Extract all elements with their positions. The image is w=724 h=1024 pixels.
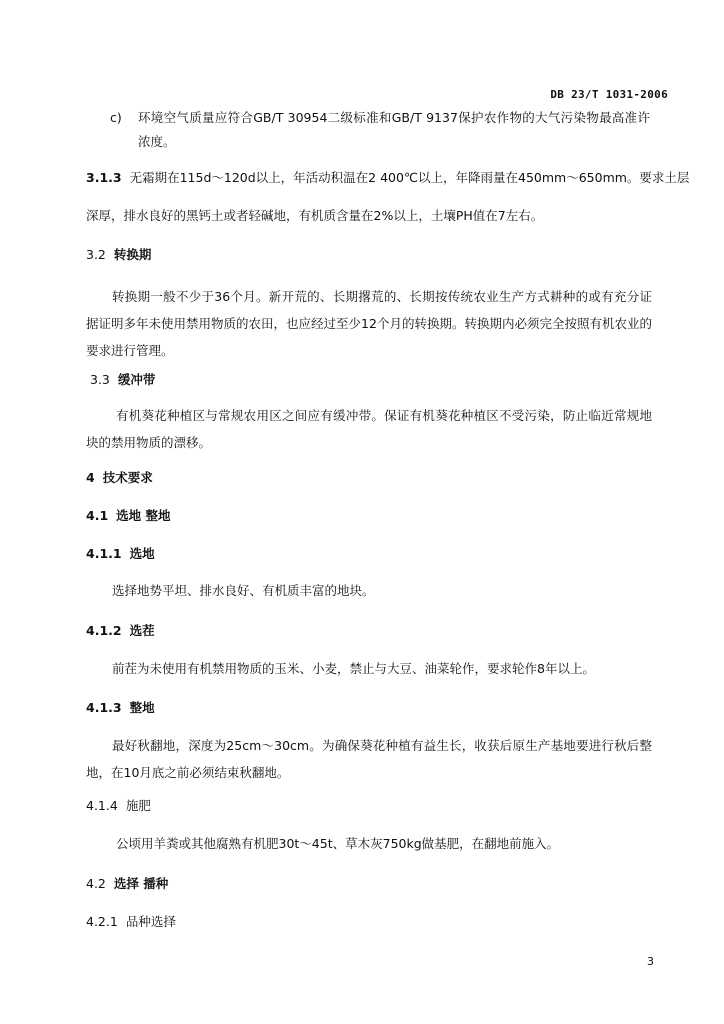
section-title: 转换期 [113, 247, 152, 262]
section-number: 4.1.3 [86, 700, 122, 715]
section-number: 4.1.4 [86, 798, 118, 813]
list-item-marker: c) [110, 110, 122, 125]
section-4-heading [86, 464, 652, 491]
section-number: 4.1.1 [86, 546, 122, 561]
section-number: 3.1.3 [86, 170, 122, 185]
section-title: 技术要求 [102, 470, 153, 485]
section-title: 缓冲带 [117, 372, 156, 387]
section-title: 整地 [129, 700, 155, 715]
section-4-2-1-heading [86, 908, 652, 935]
section-number: 4.1.2 [86, 623, 122, 638]
section-number: 4.2.1 [86, 914, 118, 929]
list-item-text: 环境空气质量应符合GB/T 30954二级标准和GB/T 9137保护农作物的大气污染物最高准许浓度。 [138, 110, 650, 149]
section-3-2-heading [86, 241, 652, 268]
section-4-1-heading [86, 502, 652, 529]
section-title: 品种选择 [125, 914, 176, 929]
list-item-c [110, 106, 650, 154]
section-4-1-1-heading [86, 540, 652, 567]
section-3-3-heading [90, 366, 656, 393]
section-title: 选择 播种 [113, 876, 169, 891]
section-4-1-2-paragraph: 前茬为未使用有机禁用物质的玉米、小麦，禁止与大豆、油菜轮作，要求轮作8年以上。 [112, 661, 595, 676]
section-text: 无霜期在115d～120d以上，年活动积温在2 400℃以上，年降雨量在450mm～650mm。要求土层 [129, 170, 690, 185]
section-number: 4.2 [86, 876, 106, 891]
section-number: 3.2 [86, 247, 106, 262]
section-3-1-3-line1 [86, 164, 690, 191]
section-title: 施肥 [125, 798, 151, 813]
section-title: 选茬 [129, 623, 155, 638]
section-4-1-3-paragraph: 最好秋翻地，深度为25cm～30cm。为确保葵花种植有益生长，收获后原生产基地要进行秋后整地，在10月底之前必须结束秋翻地。 [86, 738, 652, 780]
section-4-1-4-heading [86, 792, 652, 819]
section-4-1-4-paragraph: 公顷用羊粪或其他腐熟有机肥30t～45t、草木灰750kg做基肥，在翻地前施入。 [116, 836, 560, 851]
section-4-1-1-paragraph: 选择地势平坦、排水良好、有机质丰富的地块。 [112, 583, 375, 598]
section-number: 4.1 [86, 508, 109, 523]
section-3-2-paragraph: 转换期一般不少于36个月。新开荒的、长期撂荒的、长期按传统农业生产方式耕种的或有充分证据证明多年未使用禁用物质的农田，也应经过至少12个月的转换期。转换期内必须完全按照有机农业的要求进行管理。 [86, 289, 652, 358]
section-number: 4 [86, 470, 95, 485]
section-3-1-3-line2: 深厚，排水良好的黑钙土或者轻碱地，有机质含量在2%以上，土壤PH值在7左右。 [86, 208, 544, 223]
section-number: 3.3 [90, 372, 110, 387]
section-4-1-2-heading [86, 617, 652, 644]
section-4-2-heading [86, 870, 652, 897]
section-title: 选地 整地 [116, 508, 171, 523]
section-4-1-3-heading [86, 694, 652, 721]
standard-code-header: DB 23/T 1031-2006 [550, 88, 668, 101]
page-number: 3 [647, 955, 654, 968]
section-title: 选地 [129, 546, 155, 561]
section-3-3-paragraph: 有机葵花种植区与常规农用区之间应有缓冲带。保证有机葵花种植区不受污染，防止临近常规地块的禁用物质的漂移。 [86, 408, 652, 450]
